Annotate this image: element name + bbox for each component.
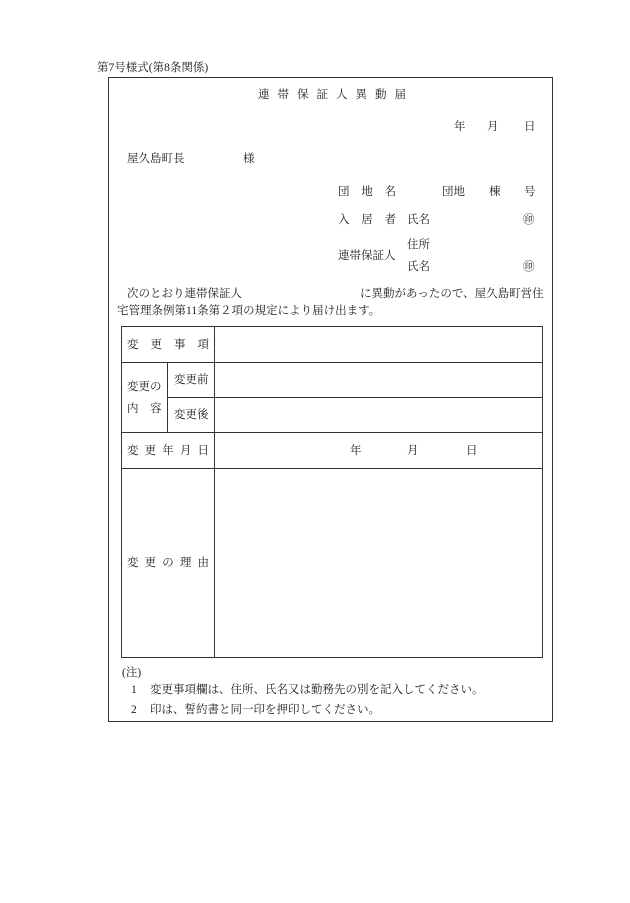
housing-danchi: 団地 — [442, 186, 465, 198]
statement-line2: 宅管理条例第11条第２項の規定により届け出ます。 — [117, 305, 381, 317]
resident-name-label: 氏名 — [407, 214, 430, 226]
change-item-label: 変 更 事 項 — [127, 338, 209, 351]
change-content-label-line2: 内 容 — [127, 402, 162, 415]
change-date-year: 年 — [350, 444, 362, 457]
note-text: 変更事項欄は、住所、氏名又は勤務先の別を記入してください。 — [150, 684, 484, 696]
housing-label: 団 地 名 — [338, 186, 396, 198]
resident-label: 入 居 者 — [338, 214, 396, 226]
resident-seal-icon: ㊞ — [523, 214, 535, 226]
note-text: 印は、誓約書と同一印を押印してください。 — [150, 704, 380, 716]
statement-line1-before: 次のとおり連帯保証人 — [127, 288, 242, 300]
change-after-row — [122, 398, 543, 433]
after-field — [215, 398, 543, 433]
change-date-values — [215, 444, 542, 458]
before-label: 変更前 — [174, 374, 209, 386]
housing-unit: 号 — [524, 186, 536, 198]
form-number: 第7号様式(第8条関係) — [97, 62, 209, 74]
change-reason-label-cell — [122, 469, 215, 658]
housing-building: 棟 — [489, 186, 501, 198]
notes-heading: (注) — [122, 667, 142, 679]
form-title: 連 帯 保 証 人 異 動 届 — [258, 89, 406, 101]
after-label: 変更後 — [174, 409, 209, 421]
submission-date-month: 月 — [487, 121, 499, 133]
guarantor-seal-icon: ㊞ — [523, 261, 535, 273]
change-date-label: 変 更 年 月 日 — [127, 444, 209, 457]
guarantor-address-label: 住所 — [407, 239, 430, 251]
before-field — [215, 363, 543, 398]
change-date-month: 月 — [407, 444, 419, 457]
change-date-row — [122, 433, 543, 469]
statement-line1-after: に異動があったので、屋久島町営住 — [360, 288, 544, 300]
addressee-honorific: 様 — [243, 153, 255, 165]
note-number: 2 — [131, 704, 137, 716]
change-table — [121, 326, 543, 658]
change-content-label-line1: 変更の — [127, 380, 162, 393]
note-number: 1 — [131, 684, 137, 696]
reason-field — [215, 469, 543, 658]
guarantor-name-label: 氏名 — [407, 261, 430, 273]
submission-date-day: 日 — [524, 121, 536, 133]
before-label-cell — [168, 363, 215, 398]
change-before-row — [122, 363, 543, 398]
change-date-field — [215, 433, 543, 469]
change-date-day: 日 — [466, 444, 478, 457]
change-date-label-cell — [122, 433, 215, 469]
submission-date-year: 年 — [454, 121, 466, 133]
change-item-label-cell — [122, 327, 215, 363]
change-reason-label: 変 更 の 理 由 — [127, 557, 209, 569]
after-label-cell — [168, 398, 215, 433]
change-content-label-cell — [122, 363, 168, 433]
addressee-name: 屋久島町長 — [127, 153, 185, 165]
change-item-field — [215, 327, 543, 363]
guarantor-label: 連帯保証人 — [338, 250, 396, 262]
change-reason-row — [122, 469, 543, 658]
change-item-row — [122, 327, 543, 363]
